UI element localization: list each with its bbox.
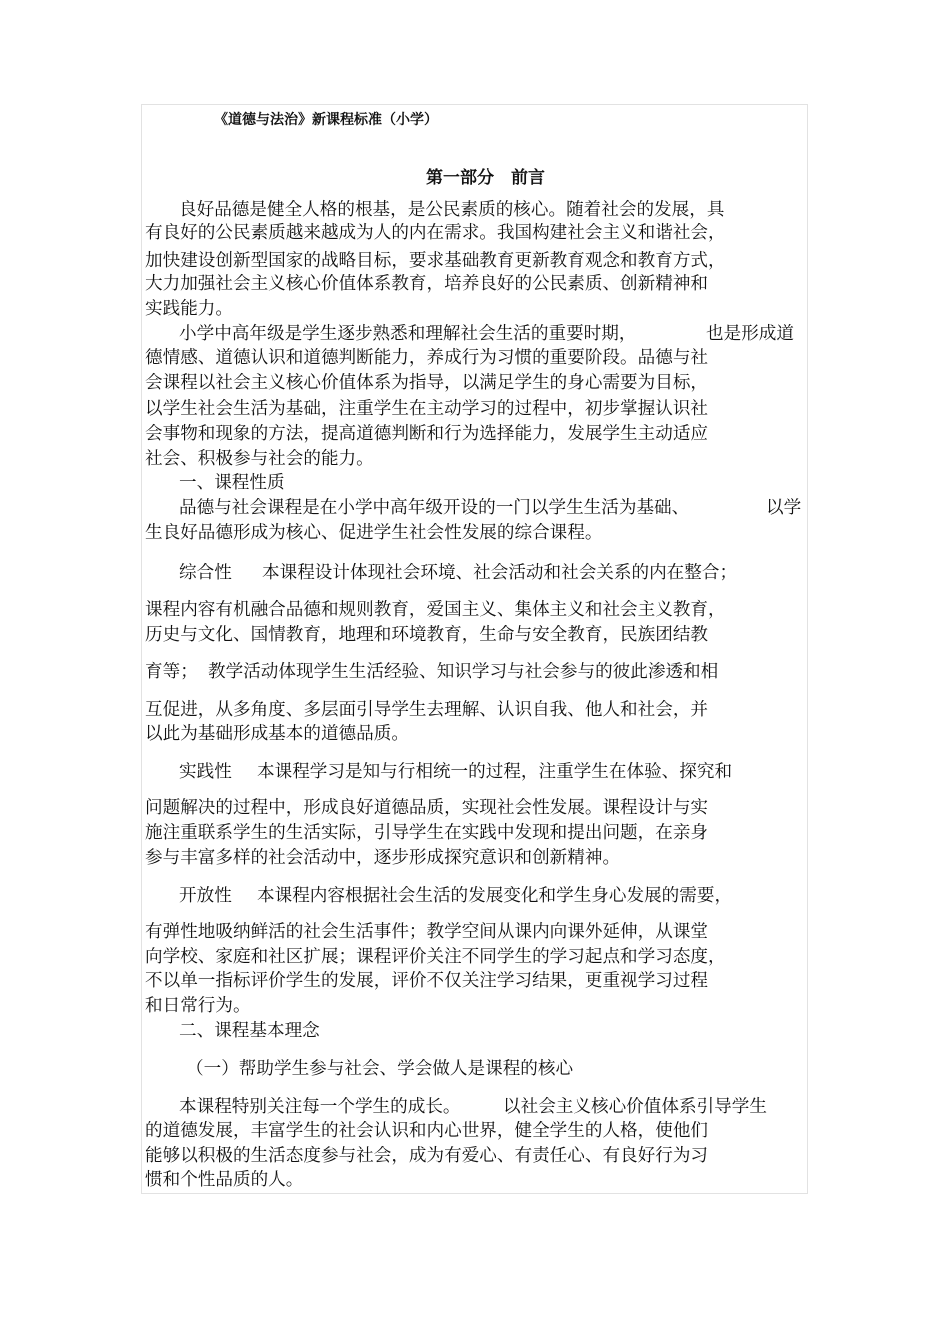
text-line: 育等； <box>145 662 198 682</box>
text-line: 本课程特别关注每一个学生的成长。 <box>179 1097 461 1117</box>
text-line: 有良好的公民素质越来越成为人的内在需求。我国构建社会主义和谐社会， <box>145 223 726 243</box>
text-line: 大力加强社会主义核心价值体系教育，培养良好的公民素质、创新精神和 <box>145 274 709 294</box>
text-line: 品德与社会课程是在小学中高年级开设的一门以学生生活为基础、 <box>179 498 690 518</box>
text-line: 课程内容有机融合品德和规则教育，爱国主义、集体主义和社会主义教育， <box>145 600 726 620</box>
text-line: 以学 <box>766 498 802 518</box>
text-line: 的道德发展，丰富学生的社会认识和内心世界，健全学生的人格，使他们 <box>145 1121 709 1141</box>
text-line: 加快建设创新型国家的战略目标，要求基础教育更新教育观念和教育方式， <box>145 251 726 271</box>
text-line: 惯和个性品质的人。 <box>145 1170 304 1190</box>
subsection-heading: （一）帮助学生参与社会、学会做人是课程的核心 <box>186 1059 574 1079</box>
text-line: 社会、积极参与社会的能力。 <box>145 449 374 469</box>
text-line: 德情感、道德认识和道德判断能力，养成行为习惯的重要阶段。品德与社 <box>145 348 709 368</box>
term-label: 实践性 <box>179 762 232 782</box>
text-line: 本课程设计体现社会环境、社会活动和社会关系的内在整合； <box>262 563 738 583</box>
section-heading: 二、课程基本理念 <box>179 1021 320 1041</box>
section-heading: 一、课程性质 <box>179 473 285 493</box>
text-line: 教学活动体现学生生活经验、知识学习与社会参与的彼此渗透和相 <box>208 662 719 682</box>
text-line: 实践能力。 <box>145 299 233 319</box>
text-line: 也是形成道 <box>706 324 794 344</box>
term-label: 开放性 <box>179 886 232 906</box>
text-line: 小学中高年级是学生逐步熟悉和理解社会生活的重要时期， <box>179 324 637 344</box>
text-line: 本课程内容根据社会生活的发展变化和学生身心发展的需要， <box>257 886 733 906</box>
term-label: 综合性 <box>179 563 232 583</box>
text-line: 不以单一指标评价学生的发展，评价不仅关注学习结果，更重视学习过程 <box>145 971 709 991</box>
text-line: 会事物和现象的方法，提高道德判断和行为选择能力，发展学生主动适应 <box>145 424 709 444</box>
part-title: 第一部分 前言 <box>426 168 545 188</box>
text-line: 生良好品德形成为核心、促进学生社会性发展的综合课程。 <box>145 523 603 543</box>
text-line: 向学校、家庭和社区扩展；课程评价关注不同学生的学习起点和学习态度， <box>145 947 726 967</box>
document-title: 《道德与法治》新课程标准（小学） <box>214 112 438 128</box>
text-line: 以学生社会生活为基础，注重学生在主动学习的过程中，初步掌握认识社 <box>145 399 709 419</box>
text-line: 能够以积极的生活态度参与社会，成为有爱心、有责任心、有良好行为习 <box>145 1146 709 1166</box>
text-line: 参与丰富多样的社会活动中，逐步形成探究意识和创新精神。 <box>145 848 621 868</box>
text-line: 问题解决的过程中，形成良好道德品质，实现社会性发展。课程设计与实 <box>145 798 709 818</box>
text-line: 会课程以社会主义核心价值体系为指导，以满足学生的身心需要为目标， <box>145 373 709 393</box>
text-line: 良好品德是健全人格的根基，是公民素质的核心。随着社会的发展，具 <box>179 200 725 220</box>
text-line: 本课程学习是知与行相统一的过程，注重学生在体验、探究和 <box>257 762 733 782</box>
text-line: 施注重联系学生的生活实际，引导学生在实践中发现和提出问题，在亲身 <box>145 823 709 843</box>
text-line: 互促进，从多角度、多层面引导学生去理解、认识自我、他人和社会，并 <box>145 700 709 720</box>
text-line: 以社会主义核心价值体系引导学生 <box>503 1097 767 1117</box>
text-line: 和日常行为。 <box>145 996 251 1016</box>
text-line: 有弹性地吸纳鲜活的社会生活事件；教学空间从课内向课外延伸，从课堂 <box>145 922 709 942</box>
text-line: 以此为基础形成基本的道德品质。 <box>145 724 409 744</box>
text-line: 历史与文化、国情教育，地理和环境教育，生命与安全教育，民族团结教 <box>145 625 709 645</box>
